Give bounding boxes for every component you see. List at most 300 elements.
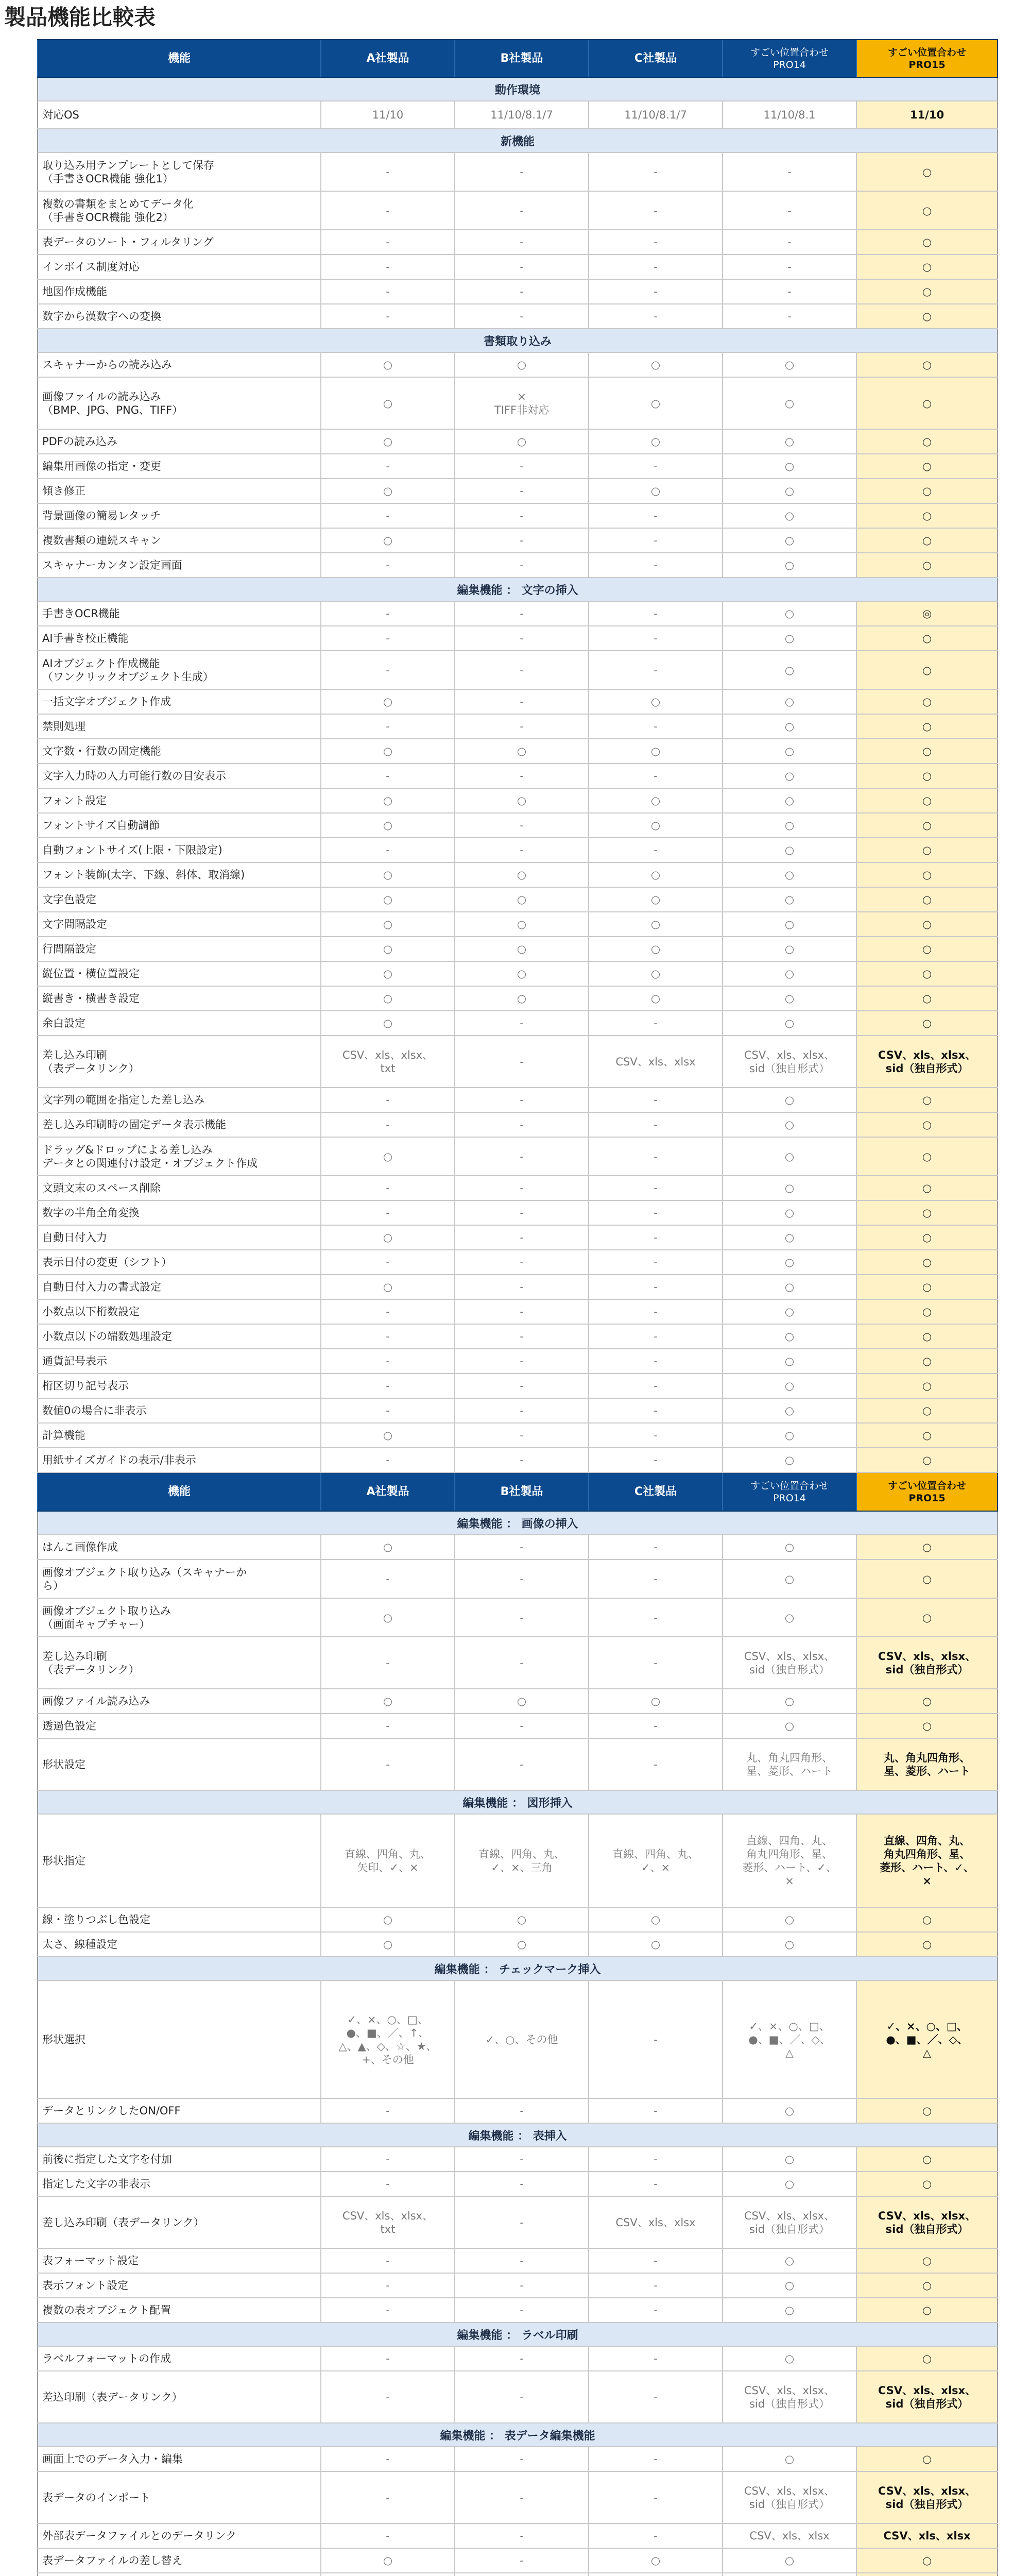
product-cell: -	[588, 1300, 722, 1324]
feature-name-cell: 小数点以下桁数設定	[37, 1300, 320, 1324]
product-cell: -	[320, 838, 454, 862]
product-cell: -	[588, 651, 722, 689]
table-row	[37, 1399, 998, 1423]
pro15-cell: ○	[856, 764, 998, 788]
product-cell: -	[454, 690, 588, 714]
product-cell: -	[588, 1011, 722, 1035]
product-cell: -	[454, 651, 588, 689]
product-cell: -	[588, 553, 722, 577]
product-cell: ○	[588, 378, 722, 429]
product-cell: -	[588, 454, 722, 478]
product-cell	[320, 2573, 454, 2576]
table-row	[37, 1088, 998, 1113]
feature-name-cell: フォント設定	[37, 789, 320, 812]
product-cell: -	[454, 1423, 588, 1447]
feature-name-cell: 背景画像の簡易レタッチ	[37, 504, 320, 528]
feature-name-cell: 傾き修正	[37, 479, 320, 503]
feature-name-cell: 形状選択	[37, 1981, 320, 2098]
table-row	[37, 1036, 998, 1088]
product-cell: ○	[588, 353, 722, 377]
feature-name-cell: 表フォーマット設定	[37, 2249, 320, 2273]
feature-name-cell: 用紙サイズガイドの表示/非表示	[37, 1448, 320, 1472]
product-cell: -	[454, 153, 588, 191]
table-row	[37, 2249, 998, 2274]
product-cell: ○	[320, 430, 454, 453]
section-header: 動作環境	[37, 78, 998, 101]
product-cell: -	[320, 1399, 454, 1422]
table-row	[37, 1011, 998, 1036]
feature-name-cell: PDFの読み込み	[37, 430, 320, 453]
pro15-cell: ◎	[856, 602, 998, 625]
product-cell: -	[320, 1714, 454, 1738]
pro15-cell: ✓、×、○、□、 ●、■、／、◇、 △	[856, 1981, 998, 2098]
column-header: A社製品	[320, 40, 454, 77]
pro15-cell: ○	[856, 1138, 998, 1175]
pro15-cell: ○	[856, 430, 998, 453]
product-cell: -	[320, 2472, 454, 2523]
column-header: すごい位置合わせ PRO15	[856, 1473, 998, 1511]
product-cell: -	[454, 1176, 588, 1200]
feature-name-cell: 差し込み印刷（表データリンク）	[37, 2197, 320, 2248]
column-header-row	[37, 1473, 998, 1512]
product-cell: ○	[454, 937, 588, 961]
product-cell: ○	[454, 353, 588, 377]
pro15-cell: ○	[856, 479, 998, 503]
pro15-cell: ○	[856, 1908, 998, 1931]
pro15-cell: ○	[856, 1423, 998, 1447]
table-row	[37, 1448, 998, 1473]
pro15-cell: ○	[856, 2447, 998, 2471]
table-row	[37, 1535, 998, 1560]
pro15-cell: ○	[856, 153, 998, 191]
column-header: 機能	[37, 1473, 320, 1511]
product-cell: ○	[722, 479, 856, 503]
product-cell: -	[320, 1560, 454, 1598]
product-cell: ○	[722, 2298, 856, 2322]
feature-name-cell: 自動日付入力	[37, 1226, 320, 1249]
product-cell: -	[588, 1176, 722, 1200]
table-row	[37, 1138, 998, 1176]
product-cell: ○	[722, 2274, 856, 2297]
product-cell: -	[588, 2172, 722, 2196]
product-cell: -	[320, 553, 454, 577]
product-cell: ○	[722, 353, 856, 377]
product-cell: ○	[722, 626, 856, 650]
feature-name-cell: 差し込み印刷 （表データリンク）	[37, 1637, 320, 1688]
table-row	[37, 192, 998, 230]
product-cell: ✓、×、○、□、 ●、■、／、↑、 △、▲、◇、☆、★、 +、その他	[320, 1981, 454, 2098]
product-cell: -	[454, 1739, 588, 1790]
table-row	[37, 1739, 998, 1791]
product-cell: -	[454, 602, 588, 625]
product-cell: 直線、四角、丸、 ✓、×	[588, 1815, 722, 1907]
pro15-cell: ○	[856, 1325, 998, 1348]
product-cell: -	[454, 479, 588, 503]
table-row	[37, 2524, 998, 2549]
feature-name-cell: 文字色設定	[37, 888, 320, 911]
product-cell: -	[454, 255, 588, 279]
product-cell: ○	[320, 863, 454, 887]
product-cell: -	[588, 2099, 722, 2123]
column-header: C社製品	[588, 40, 722, 77]
table-row	[37, 304, 998, 329]
comparison-table	[37, 39, 998, 2576]
product-cell: × TIFF非対応	[454, 378, 588, 429]
product-cell: ○	[722, 937, 856, 961]
table-row	[37, 1176, 998, 1201]
table-row	[37, 789, 998, 814]
pro15-cell: CSV、xls、xlsx、 sid（独自形式）	[856, 1637, 998, 1688]
product-cell: -	[588, 838, 722, 862]
table-row	[37, 764, 998, 789]
product-cell: 直線、四角、丸、 ✓、×、三角	[454, 1815, 588, 1907]
product-cell: -	[588, 2249, 722, 2273]
table-row	[37, 863, 998, 888]
product-cell: ○	[722, 838, 856, 862]
product-cell: -	[454, 2172, 588, 2196]
table-row	[37, 2172, 998, 2197]
table-row	[37, 1423, 998, 1448]
product-cell: -	[588, 1325, 722, 1348]
table-row	[37, 255, 998, 280]
pro15-cell: ○	[856, 739, 998, 763]
product-cell: -	[454, 1325, 588, 1348]
product-cell: ○	[722, 2099, 856, 2123]
feature-name-cell: 文字数・行数の固定機能	[37, 739, 320, 763]
product-cell: ○	[454, 1933, 588, 1956]
feature-name-cell: 禁則処理	[37, 715, 320, 738]
product-cell: ○	[722, 1325, 856, 1348]
product-cell: ○	[320, 1689, 454, 1713]
feature-name-cell: 複数の表オブジェクト配置	[37, 2298, 320, 2322]
pro15-cell: CSV、xls、xlsx、 sid（独自形式）	[856, 2371, 998, 2422]
product-cell: ○	[722, 2347, 856, 2370]
product-cell: -	[588, 2524, 722, 2548]
table-row	[37, 1689, 998, 1714]
product-cell: ○	[320, 937, 454, 961]
product-cell: -	[454, 1300, 588, 1324]
pro15-cell: ○	[856, 2298, 998, 2322]
feature-name-cell: 表示フォント設定	[37, 2274, 320, 2297]
table-row	[37, 1637, 998, 1689]
product-cell: ○	[320, 912, 454, 936]
feature-name-cell: 複数の書類をまとめてデータ化 （手書きOCR機能 強化2）	[37, 192, 320, 229]
pro15-cell: ○	[856, 2147, 998, 2171]
table-row	[37, 1714, 998, 1739]
feature-name-cell: 文字列の範囲を指定した差し込み	[37, 1088, 320, 1112]
table-row	[37, 353, 998, 378]
column-header: 機能	[37, 40, 320, 77]
product-cell: -	[320, 1325, 454, 1348]
column-header: B社製品	[454, 40, 588, 77]
column-header: すごい位置合わせ PRO14	[722, 1473, 856, 1511]
table-row	[37, 2274, 998, 2298]
product-cell: -	[454, 2472, 588, 2523]
product-cell: ○	[588, 888, 722, 911]
product-cell: CSV、xls、xlsx、 sid（独自形式）	[722, 1036, 856, 1087]
product-cell: ○	[722, 2172, 856, 2196]
column-header-row	[37, 39, 998, 78]
product-cell: ○	[722, 789, 856, 812]
feature-name-cell: はんこ画像作成	[37, 1535, 320, 1559]
product-cell: ○	[722, 888, 856, 911]
feature-name-cell: ラベルフォーマットの作成	[37, 2347, 320, 2370]
product-cell: -	[454, 1201, 588, 1225]
product-cell: -	[454, 1138, 588, 1175]
pro15-cell: ○	[856, 863, 998, 887]
product-cell: -	[320, 2274, 454, 2297]
pro15-cell: ○	[856, 888, 998, 911]
pro15-cell: ○	[856, 2249, 998, 2273]
product-cell: CSV、xls、xlsx、 sid（独自形式）	[722, 2472, 856, 2523]
product-cell: -	[722, 280, 856, 303]
feature-name-cell: 画像ファイルの読み込み （BMP、JPG、PNG、TIFF）	[37, 378, 320, 429]
pro15-cell: ○	[856, 2099, 998, 2123]
product-cell: -	[454, 1374, 588, 1398]
table-row	[37, 739, 998, 764]
feature-name-cell: 文頭文末のスペース削除	[37, 1176, 320, 1200]
pro15-cell: CSV、xls、xlsx、 sid（独自形式）	[856, 1036, 998, 1087]
product-cell: -	[454, 1535, 588, 1559]
product-cell: ○	[722, 987, 856, 1010]
product-cell: ○	[722, 1275, 856, 1299]
table-row	[37, 626, 998, 651]
product-cell: -	[320, 504, 454, 528]
pro15-cell: ○	[856, 1226, 998, 1249]
feature-name-cell: AIオブジェクト作成機能 （ワンクリックオブジェクト生成）	[37, 651, 320, 689]
product-cell: -	[588, 1201, 722, 1225]
table-row	[37, 937, 998, 962]
feature-name-cell: 数字の半角全角変換	[37, 1201, 320, 1225]
product-cell: ○	[588, 912, 722, 936]
product-cell: -	[454, 626, 588, 650]
product-cell: ○	[454, 739, 588, 763]
product-cell: -	[588, 304, 722, 328]
feature-name-cell: 太さ、線種設定	[37, 1933, 320, 1956]
product-cell: ○	[320, 1226, 454, 1249]
table-row	[37, 1226, 998, 1250]
product-cell: -	[320, 1448, 454, 1472]
feature-name-cell: 数字から漢数字への変換	[37, 304, 320, 328]
product-cell: ○	[722, 1374, 856, 1398]
table-row	[37, 101, 998, 129]
product-cell: ○	[722, 739, 856, 763]
product-cell: -	[454, 553, 588, 577]
table-row	[37, 1300, 998, 1325]
product-cell: ○	[454, 863, 588, 887]
product-cell: ○	[722, 912, 856, 936]
product-cell: ○	[320, 789, 454, 812]
feature-name-cell: 計算機能	[37, 1423, 320, 1447]
product-cell: ○	[588, 789, 722, 812]
pro15-cell: ○	[856, 1689, 998, 1713]
product-cell: -	[454, 1011, 588, 1035]
product-cell: ○	[722, 2549, 856, 2572]
product-cell: -	[454, 838, 588, 862]
feature-name-cell: 通貨記号表示	[37, 1349, 320, 1373]
product-cell: -	[454, 814, 588, 837]
product-cell: ○	[320, 888, 454, 911]
product-cell: ○	[588, 1933, 722, 1956]
product-cell	[722, 2573, 856, 2576]
product-cell: -	[588, 2347, 722, 2370]
product-cell: -	[454, 2099, 588, 2123]
product-cell: ○	[722, 1300, 856, 1324]
product-cell: -	[454, 1560, 588, 1598]
table-row	[37, 504, 998, 529]
feature-name-cell: 余白設定	[37, 1011, 320, 1035]
section-header: 編集機能 ： 表挿入	[37, 2124, 998, 2147]
column-header: C社製品	[588, 1473, 722, 1511]
product-cell: -	[588, 1637, 722, 1688]
product-cell: 直線、四角、丸、 角丸四角形、星、 菱形、ハート、✓、 ×	[722, 1815, 856, 1907]
product-cell: -	[454, 1036, 588, 1087]
product-cell: -	[454, 2524, 588, 2548]
product-cell: -	[454, 1714, 588, 1738]
product-cell: ○	[722, 863, 856, 887]
product-cell: -	[588, 529, 722, 552]
pro15-cell: ○	[856, 1714, 998, 1738]
table-row	[37, 2573, 998, 2576]
product-cell: -	[454, 2298, 588, 2322]
product-cell: CSV、xls、xlsx	[588, 2197, 722, 2248]
product-cell: -	[588, 1374, 722, 1398]
product-cell: -	[320, 2099, 454, 2123]
product-cell: ○	[588, 1689, 722, 1713]
product-cell: -	[588, 1981, 722, 2098]
feature-name-cell: 画像オブジェクト取り込み（スキャナーか ら）	[37, 1560, 320, 1598]
table-row	[37, 1815, 998, 1908]
product-cell: ○	[722, 2447, 856, 2471]
product-cell: -	[454, 764, 588, 788]
feature-name-cell: ドラッグ&ドロップによる差し込み データとの関連付け設定・オブジェクト作成	[37, 1138, 320, 1175]
product-cell: ○	[588, 690, 722, 714]
section-header: 新機能	[37, 129, 998, 153]
pro15-cell: 丸、角丸四角形、 星、菱形、ハート	[856, 1739, 998, 1790]
section-header: 書類取り込み	[37, 329, 998, 353]
feature-name-cell: 形状指定	[37, 1815, 320, 1907]
feature-name-cell: 表示日付の変更（シフト）	[37, 1250, 320, 1274]
product-cell: -	[722, 153, 856, 191]
table-row	[37, 651, 998, 690]
pro15-cell: ○	[856, 280, 998, 303]
product-cell: ○	[320, 479, 454, 503]
section-header: 編集機能 ： 表データ編集機能	[37, 2424, 998, 2447]
feature-name-cell: フォント装飾(太字、下線、斜体、取消線)	[37, 863, 320, 887]
product-cell: -	[320, 2147, 454, 2171]
product-cell: -	[454, 2197, 588, 2248]
product-cell: -	[588, 1535, 722, 1559]
product-cell: -	[454, 2447, 588, 2471]
product-cell: ○	[722, 1226, 856, 1249]
product-cell: ○	[722, 529, 856, 552]
feature-name-cell: 表データのインポート	[37, 2472, 320, 2523]
product-cell: -	[320, 715, 454, 738]
product-cell: 11/10/8.1/7	[454, 101, 588, 128]
product-cell: ○	[722, 1138, 856, 1175]
table-row	[37, 454, 998, 479]
pro15-cell: ○	[856, 504, 998, 528]
pro15-cell: CSV、xls、xlsx、 sid（独自形式）	[856, 2197, 998, 2248]
product-cell: -	[454, 454, 588, 478]
feature-name-cell: 表データファイルの差し替え	[37, 2549, 320, 2572]
product-cell: -	[320, 2447, 454, 2471]
product-cell: 11/10/8.1/7	[588, 101, 722, 128]
pro15-cell: ○	[856, 1250, 998, 1274]
pro15-cell: ○	[856, 715, 998, 738]
pro15-cell: ○	[856, 838, 998, 862]
product-cell: -	[588, 255, 722, 279]
product-cell: -	[588, 1448, 722, 1472]
table-row	[37, 715, 998, 739]
feature-name-cell: 対応OS	[37, 101, 320, 128]
product-cell: ○	[722, 504, 856, 528]
table-row	[37, 2549, 998, 2573]
product-cell: -	[588, 2447, 722, 2471]
product-cell: -	[320, 1300, 454, 1324]
pro15-cell: ○	[856, 1599, 998, 1636]
feature-name-cell: 画面上でのデータ入力・編集	[37, 2447, 320, 2471]
product-cell: ○	[588, 987, 722, 1010]
product-cell: ○	[588, 1908, 722, 1931]
product-cell: -	[320, 1113, 454, 1137]
product-cell: ○	[588, 962, 722, 986]
pro15-cell: ○	[856, 1300, 998, 1324]
product-cell: -	[588, 1113, 722, 1137]
product-cell: -	[454, 2549, 588, 2572]
pro15-cell: ○	[856, 230, 998, 254]
product-cell: -	[320, 1176, 454, 1200]
column-header: すごい位置合わせ PRO14	[722, 40, 856, 77]
product-cell: -	[320, 304, 454, 328]
pro15-cell: ○	[856, 1088, 998, 1112]
table-row	[37, 690, 998, 715]
product-cell: -	[320, 1201, 454, 1225]
pro15-cell: CSV、xls、xlsx	[856, 2524, 998, 2548]
product-cell: ○	[320, 529, 454, 552]
pro15-cell: ○	[856, 378, 998, 429]
pro15-cell: CSV、xls、xlsx、 sid（独自形式）	[856, 2472, 998, 2523]
feature-name-cell: 取り込み用テンプレートとして保存 （手書きOCR機能 強化1）	[37, 153, 320, 191]
product-cell: ○	[454, 962, 588, 986]
product-cell: -	[588, 1714, 722, 1738]
product-cell: -	[454, 1599, 588, 1636]
table-row	[37, 553, 998, 578]
product-cell: ○	[320, 1599, 454, 1636]
pro15-cell: ○	[856, 814, 998, 837]
feature-name-cell: 小数点以下の端数処理設定	[37, 1325, 320, 1348]
table-row	[37, 280, 998, 304]
product-cell: CSV、xls、xlsx、 sid（独自形式）	[722, 2197, 856, 2248]
table-row	[37, 153, 998, 192]
product-cell: ○	[320, 378, 454, 429]
feature-name-cell: 編集用画像の指定・変更	[37, 454, 320, 478]
product-cell: -	[588, 504, 722, 528]
pro15-cell: ○	[856, 1201, 998, 1225]
table-row	[37, 529, 998, 553]
table-row	[37, 1275, 998, 1300]
feature-name-cell: スキャナーカンタン設定画面	[37, 553, 320, 577]
table-row	[37, 962, 998, 987]
feature-name-cell: インボイス制度対応	[37, 255, 320, 279]
table-row	[37, 2447, 998, 2472]
product-cell: -	[320, 280, 454, 303]
table-row	[37, 987, 998, 1011]
product-cell: 直線、四角、丸、 矢印、✓、×	[320, 1815, 454, 1907]
product-cell: -	[588, 2147, 722, 2171]
feature-name-cell: 表データのソート・フィルタリング	[37, 230, 320, 254]
table-row	[37, 1560, 998, 1599]
